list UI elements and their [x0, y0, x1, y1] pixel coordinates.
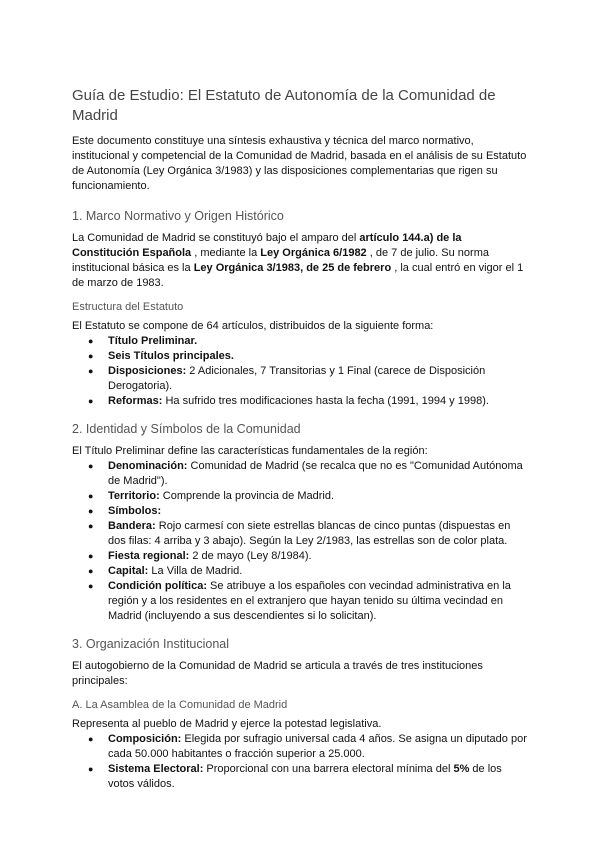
list-item-text: Proporcional con una barrera electoral mínima del: [203, 763, 454, 775]
list-item-label: Denominación:: [108, 460, 188, 472]
section-3-intro: El autogobierno de la Comunidad de Madrid se articula a través de tres instituciones principales:: [72, 660, 483, 687]
bold-run: Ley Orgánica 3/1983, de 25 de febrero: [193, 262, 392, 274]
list-item-text: Comunidad de Madrid (se recalca que no es "Comunidad Autónoma de Madrid").: [108, 460, 523, 487]
section-2-intro: El Título Preliminar define las características fundamentales de la región:: [72, 445, 428, 457]
list-item-label: Reformas:: [108, 395, 163, 407]
list-item-label: Título Preliminar.: [108, 335, 198, 347]
bold-run: artículo 144.a) de la Constitución Española: [72, 232, 462, 259]
list-item: [72, 504, 530, 519]
section-3-list: [72, 732, 530, 792]
intro-paragraph: Este documento constituye una síntesis exhaustiva y técnica del marco normativo, institucional y competencial de la Comunidad de Madrid, basada en el análisis de su Estatuto de Autonomía (Ley Orgánica 3/1983) y las disposiciones complementarias que rigen su funcionamiento.: [72, 135, 527, 192]
list-item: [72, 732, 530, 762]
list-item: [72, 364, 530, 394]
list-item: [72, 489, 530, 504]
list-item-text: La Villa de Madrid.: [148, 565, 243, 577]
document-body: [72, 86, 530, 792]
text-run: , mediante la: [191, 247, 261, 259]
list-item-text: Rojo carmesí con siete estrellas blancas de cinco puntas (dispuestas en dos filas: 4 arriba y 3 abajo). Según la Ley 2/1983, las estrellas son de color plata.: [108, 520, 511, 547]
document-title: Guía de Estudio: El Estatuto de Autonomía de la Comunidad de Madrid: [72, 87, 496, 124]
list-item-text: Ha sufrido tres modificaciones hasta la fecha (1991, 1994 y 1998).: [162, 395, 489, 407]
text-run: , la cual entró en vigor el 1 de marzo de 1983.: [72, 262, 524, 289]
list-item: [72, 334, 530, 349]
list-item-text: 2 Adicionales, 7 Transitorias y 1 Final (carece de Disposición Derogatoria).: [108, 365, 486, 392]
section-1-paragraph: [72, 231, 530, 291]
list-item: [72, 349, 530, 364]
text-run: La Comunidad de Madrid se constituyó bajo el amparo del: [72, 232, 360, 244]
list-item-label: Composición:: [108, 733, 182, 745]
list-item-text: de los votos válidos.: [108, 763, 502, 790]
section-1-subheading: Estructura del Estatuto: [72, 301, 184, 313]
section-2-heading: 2. Identidad y Símbolos de la Comunidad: [72, 422, 301, 436]
list-item-label: Condición política:: [108, 580, 207, 592]
section-1-list: [72, 334, 530, 409]
list-item: [72, 459, 530, 489]
section-3-subheading: A. La Asamblea de la Comunidad de Madrid: [72, 699, 288, 711]
section-1-heading: 1. Marco Normativo y Origen Histórico: [72, 209, 284, 223]
list-item-text: 2 de mayo (Ley 8/1984).: [189, 550, 312, 562]
bold-run: 5%: [453, 763, 470, 775]
section-3-sub-intro: Representa al pueblo de Madrid y ejerce la potestad legislativa.: [72, 718, 382, 730]
list-item-label: Disposiciones:: [108, 365, 187, 377]
list-item: [72, 762, 530, 792]
list-item: [72, 564, 530, 579]
list-item-label: Seis Títulos principales.: [108, 350, 234, 362]
section-3-heading: 3. Organización Institucional: [72, 637, 230, 651]
list-item-text: Se atribuye a los españoles con vecindad administrativa en la región y a los residentes en el extranjero que hayan tenido su última vecindad en Madrid (incluyendo a sus descendientes si lo solicitan).: [108, 580, 511, 622]
list-item: [72, 579, 530, 624]
list-item-text: Comprende la provincia de Madrid.: [159, 490, 335, 502]
section-2-list: [72, 459, 530, 624]
text-run: , de 7 de julio. Su norma institucional básica es la: [72, 247, 489, 274]
list-item: [72, 549, 530, 564]
list-item-label: Territorio:: [108, 490, 160, 502]
list-item: [72, 519, 530, 549]
list-item-label: Fiesta regional:: [108, 550, 190, 562]
bold-run: Ley Orgánica 6/1982: [260, 247, 367, 259]
list-item-label: Símbolos:: [108, 505, 162, 517]
list-item-label: Sistema Electoral:: [108, 763, 204, 775]
list-item: [72, 394, 530, 409]
section-1-sub-intro: El Estatuto se compone de 64 artículos, distribuidos de la siguiente forma:: [72, 320, 434, 332]
list-item-label: Capital:: [108, 565, 149, 577]
list-item-text: Elegida por sufragio universal cada 4 años. Se asigna un diputado por cada 50.000 habitantes o fracción superior a 25.000.: [108, 733, 527, 760]
list-item-label: Bandera:: [108, 520, 156, 532]
